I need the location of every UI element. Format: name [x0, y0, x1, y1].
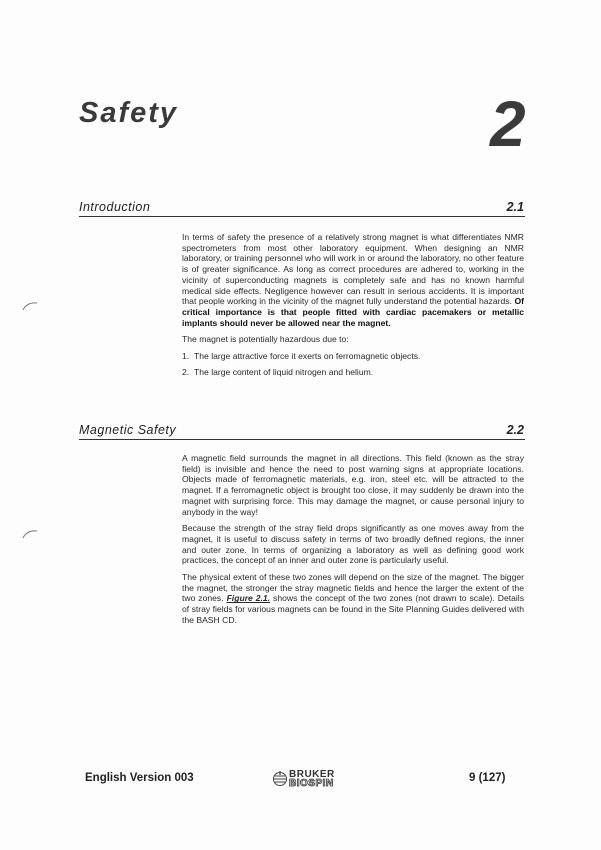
section-title: Magnetic Safety [79, 423, 177, 437]
bruker-logo-icon [273, 770, 287, 788]
introduction-paragraph [182, 232, 524, 328]
bruker-logo [272, 768, 342, 790]
margin-mark [22, 300, 38, 312]
margin-mark [22, 528, 38, 540]
paragraph-text: shows the concept of the two zones (not drawn to scale). Details of stray fields for various magnets can be found in the Site Planning Guides delivered with the BASH CD. [182, 593, 525, 625]
figure-reference-link[interactable]: Figure 2.1. [226, 593, 271, 604]
warning-text: Of critical importance is that people fitted with cardiac pacemakers or metallic implants should never be allowed near the magnet. [182, 296, 524, 328]
section-number: 2.2 [506, 423, 524, 437]
list-number: 1. [182, 351, 190, 362]
logo-text: BRUKER [289, 769, 335, 780]
paragraph: A magnetic field surrounds the magnet in all directions. This field (known as the stray field) is invisible and hence the need to post warning signs at appropriate locations. Objects made of ferromagnetic materials, e.g. iron, steel etc. will be attracted to the magnet. If a ferromagnetic object is brought too close, it may suddenly be drawn into the magnet with surprising force. This may damage the magnet, or cause personal injury to anybody in the way! [182, 453, 524, 517]
list-item [182, 367, 524, 378]
paragraph: Because the strength of the stray field drops significantly as one moves away from the magnet, it is useful to discuss safety in terms of two broadly defined regions, the inner and outer zone. In terms of organizing a laboratory as well as defining good work practices, the concept of an inner and outer zone is particularly useful. [182, 523, 524, 566]
section-header-magnetic-safety [79, 423, 525, 440]
paragraph-text: The physical extent of these two zones will depend on the size of the magnet. The bigger the magnet, the stronger the stray magnetic fields and hence the larger the extent of the two zones. [182, 572, 524, 604]
introduction-body [182, 232, 524, 382]
chapter-number: 2 [490, 88, 526, 160]
logo-text: BIOSPIN [289, 778, 334, 789]
section-title: Introduction [79, 200, 151, 214]
chapter-title: Safety [79, 97, 179, 129]
page-number: 9 (127) [469, 772, 506, 784]
paragraph-text: In terms of safety the presence of a relatively strong magnet is what differentiates NMR spectrometers from most other laboratory equipment. When designing an NMR laboratory, or training personnel who will work in or around the laboratory, no other feature is of greater significance. As long as correct procedures are adhered to, working in the vicinity of superconducting magnets is completely safe and has no known harmful medical side effects. Negligence however can result in serious accidents. It is important that people working in the vicinity of the magnet fully understand the potential hazards. [182, 232, 524, 307]
list-number: 2. [182, 366, 190, 377]
list-text: The large content of liquid nitrogen and helium. [194, 366, 374, 377]
magnetic-safety-body [182, 453, 524, 632]
section-number: 2.1 [506, 200, 524, 214]
hazard-intro: The magnet is potentially hazardous due to: [182, 334, 349, 345]
list-text: The large attractive force it exerts on ferromagnetic objects. [194, 351, 421, 362]
paragraph [182, 572, 524, 626]
section-header-introduction [79, 200, 525, 217]
footer-version: English Version 003 [85, 772, 194, 784]
list-item [182, 351, 524, 362]
